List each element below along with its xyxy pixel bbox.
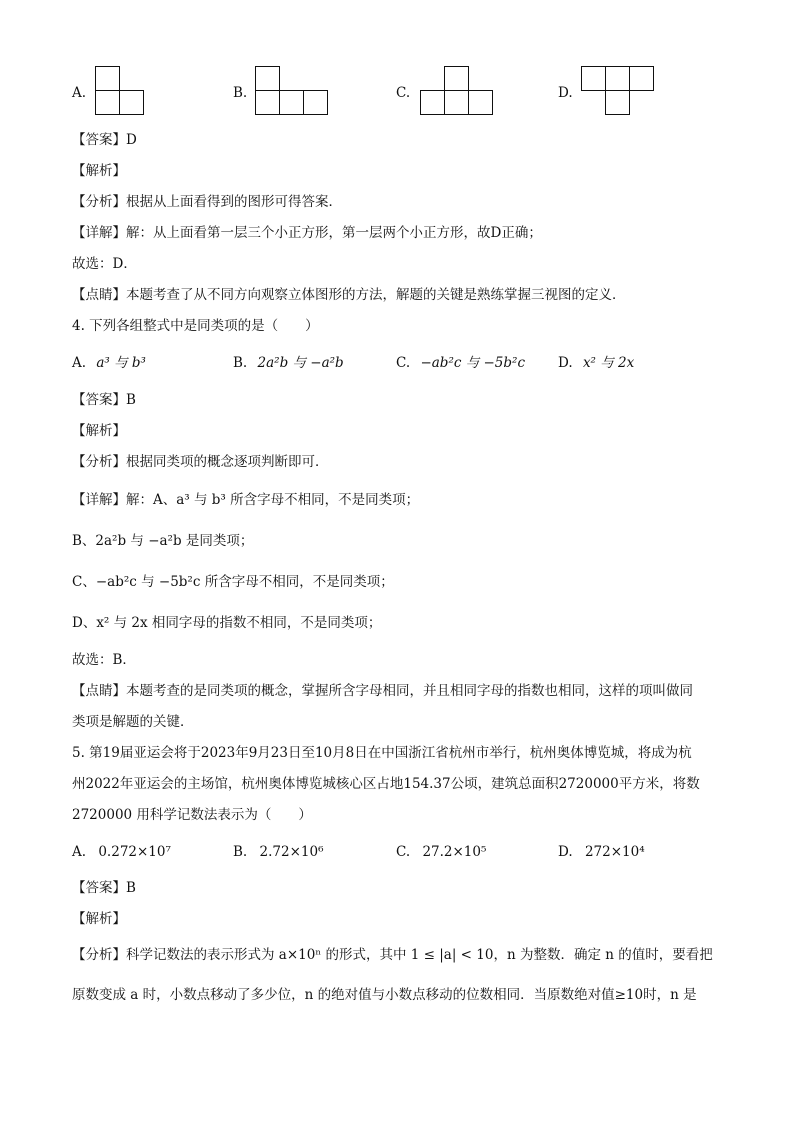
q5-option-b: B. 2.72×10⁶ (233, 844, 324, 860)
q4-dianjing-1: 【点睛】本题考查的是同类项的概念，掌握所含字母相同，并且相同字母的指数也相同，这样的项叫做同 (72, 683, 693, 699)
q3-answer: 【答案】D (72, 132, 137, 148)
q5-option-c: C. 27.2×10⁵ (396, 844, 487, 860)
q4-option-d: D. x² 与 2x (558, 355, 635, 371)
q4-option-c: C. −ab²c 与 −5b²c (396, 355, 526, 371)
q4-fenxi: 【分析】根据同类项的概念逐项判断即可． (72, 454, 329, 470)
q5-answer: 【答案】B (72, 880, 136, 896)
q5-option-a: A. 0.272×10⁷ (72, 844, 171, 860)
q4-analysis-title: 【解析】 (72, 423, 126, 439)
q4-option-b: B. 2a²b 与 −a²b (233, 355, 344, 371)
q4-stem: 4. 下列各组整式中是同类项的是（ ） (72, 318, 319, 334)
q3-analysis-title: 【解析】 (72, 163, 126, 179)
q4-option-a: A. a³ 与 b³ (72, 355, 146, 371)
q5-fenxi-2: 原数变成 a 时，小数点移动了多少位，n 的绝对值与小数点移动的位数相同．当原数绝对值≥10时，n 是 (72, 987, 697, 1003)
option-c-label: C. (396, 85, 411, 101)
q5-stem-2: 州2022年亚运会的主场馆，杭州奥体博览城核心区占地154.37公顷，建筑总面积2720000平方米，将数 (72, 776, 700, 792)
q4-detail-d: D、x² 与 2x 相同字母的指数不相同，不是同类项； (72, 615, 382, 631)
q4-detail-c: C、−ab²c 与 −5b²c 所含字母不相同，不是同类项； (72, 574, 394, 590)
q5-option-d: D. 272×10⁴ (558, 844, 645, 860)
q4-dianjing-2: 类项是解题的关键． (72, 714, 194, 730)
q4-guxuan: 故选：B． (72, 652, 136, 668)
q3-dianjing: 【点睛】本题考查了从不同方向观察立体图形的方法，解题的关键是熟练掌握三视图的定义． (72, 287, 626, 303)
option-a-label: A. (72, 85, 87, 101)
q3-fenxi: 【分析】根据从上面看得到的图形可得答案． (72, 194, 342, 210)
option-b-label: B. (233, 85, 248, 101)
q5-fenxi-1: 【分析】科学记数法的表示形式为 a×10ⁿ 的形式，其中 1 ≤ |a| < 10，n 为整数．确定 n 的值时，要看把 (72, 947, 713, 963)
q3-guxuan: 故选：D． (72, 256, 137, 272)
q4-detail-a: 【详解】解：A、a³ 与 b³ 所含字母不相同，不是同类项； (72, 492, 420, 508)
q3-xiangjie: 【详解】解：从上面看第一层三个小正方形，第一层两个小正方形，故D正确； (72, 225, 542, 241)
q5-stem-1: 5. 第19届亚运会将于2023年9月23日至10月8日在中国浙江省杭州市举行，杭州奥体博览城，将成为杭 (72, 745, 692, 761)
q4-answer: 【答案】B (72, 392, 136, 408)
q5-analysis-title: 【解析】 (72, 911, 126, 927)
q5-stem-3: 2720000 用科学记数法表示为（ ） (72, 807, 312, 823)
option-d-label: D. (558, 85, 573, 101)
q4-detail-b: B、2a²b 与 −a²b 是同类项； (72, 533, 254, 549)
